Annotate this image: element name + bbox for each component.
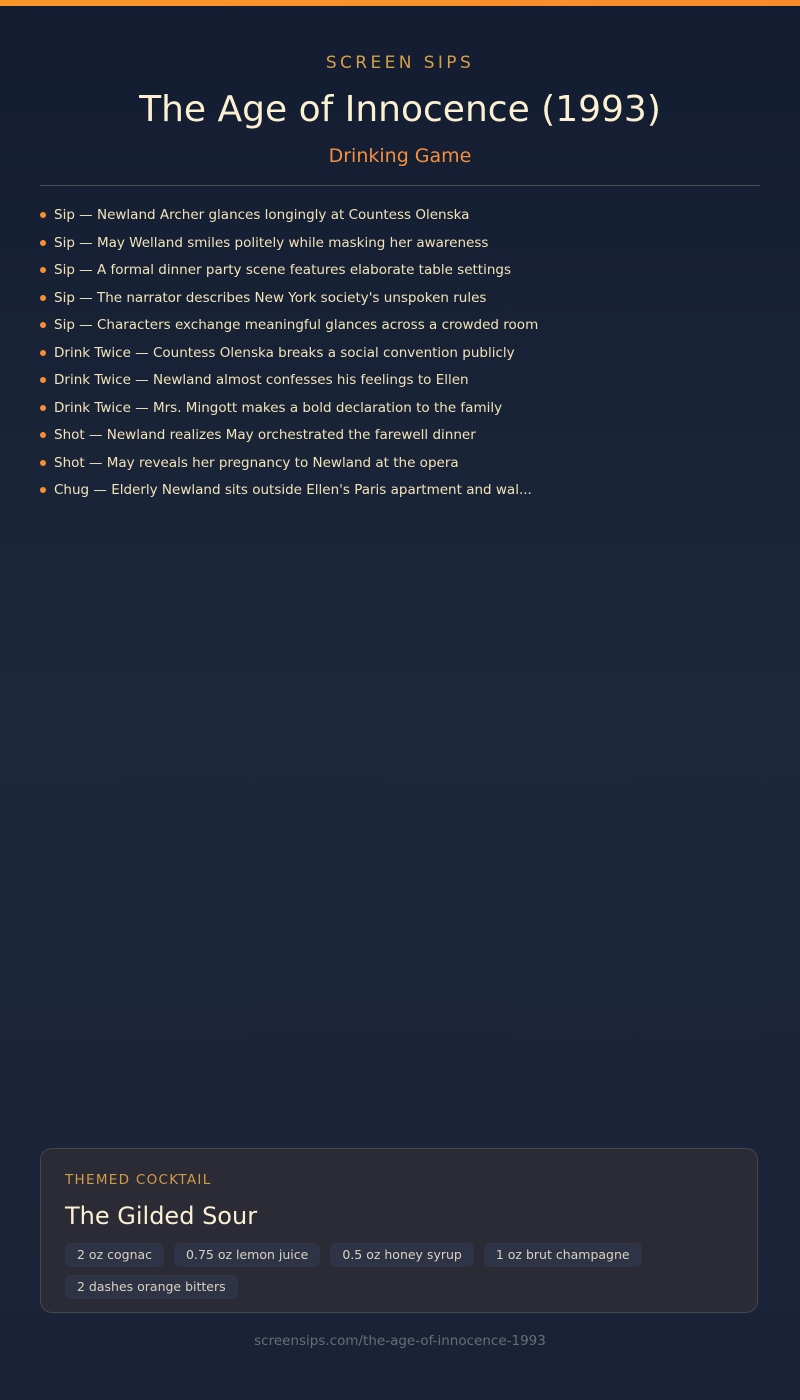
rule-text: Sip — Newland Archer glances longingly at Countess Olenska [54,207,470,223]
rule-text: Sip — A formal dinner party scene features elaborate table settings [54,262,512,278]
rule-item [40,367,760,395]
bullet-icon [40,212,46,218]
ingredient-chip: 0.75 oz lemon juice [174,1243,320,1267]
bullet-icon [40,487,46,493]
bullet-icon [40,240,46,246]
top-accent-bar [0,0,800,6]
bullet-icon [40,267,46,273]
rule-text: Chug — Elderly Newland sits outside Ellen's Paris apartment and wal... [54,482,532,498]
ingredient-chip: 2 oz cognac [65,1243,164,1267]
ingredient-chip: 2 dashes orange bitters [65,1275,238,1299]
rule-item [40,230,760,258]
bullet-icon [40,405,46,411]
header [0,52,800,168]
rule-text: Drink Twice — Countess Olenska breaks a social convention publicly [54,344,515,361]
cocktail-name: The Gilded Sour [65,1202,258,1230]
rule-item [40,312,760,340]
rule-text: Shot — May reveals her pregnancy to Newland at the opera [54,454,459,471]
rule-item [40,285,760,313]
brand-label: SCREEN SIPS [325,53,475,73]
ingredient-chip: 0.5 oz honey syrup [330,1243,474,1267]
rule-item [40,422,760,450]
bullet-icon [40,295,46,301]
bullet-icon [40,350,46,356]
rule-item [40,202,760,230]
ingredient-list [65,1243,705,1299]
rule-text: Drink Twice — Mrs. Mingott makes a bold declaration to the family [54,399,503,416]
bullet-icon [40,322,46,328]
page-subtitle: Drinking Game [328,145,472,167]
cocktail-card [40,1148,758,1313]
rule-text: Shot — Newland realizes May orchestrated the farewell dinner [54,427,476,443]
rule-text: Drink Twice — Newland almost confesses his feelings to Ellen [54,372,469,388]
footer-url: screensips.com/the-age-of-innocence-1993 [254,1333,546,1349]
header-divider [40,185,760,186]
bullet-icon [40,432,46,438]
bullet-icon [40,460,46,466]
rule-item [40,340,760,368]
rule-text: Sip — Characters exchange meaningful glances across a crowded room [54,317,539,333]
ingredient-chip: 1 oz brut champagne [484,1243,642,1267]
rule-item [40,257,760,285]
rule-item [40,395,760,423]
page-title: The Age of Innocence (1993) [139,89,661,130]
cocktail-label: THEMED COCKTAIL [65,1172,212,1188]
rule-text: Sip — May Welland smiles politely while masking her awareness [54,234,489,251]
rules-list [40,202,760,505]
rule-item [40,477,760,505]
rule-text: Sip — The narrator describes New York society's unspoken rules [54,289,487,306]
bullet-icon [40,377,46,383]
rule-item [40,450,760,478]
